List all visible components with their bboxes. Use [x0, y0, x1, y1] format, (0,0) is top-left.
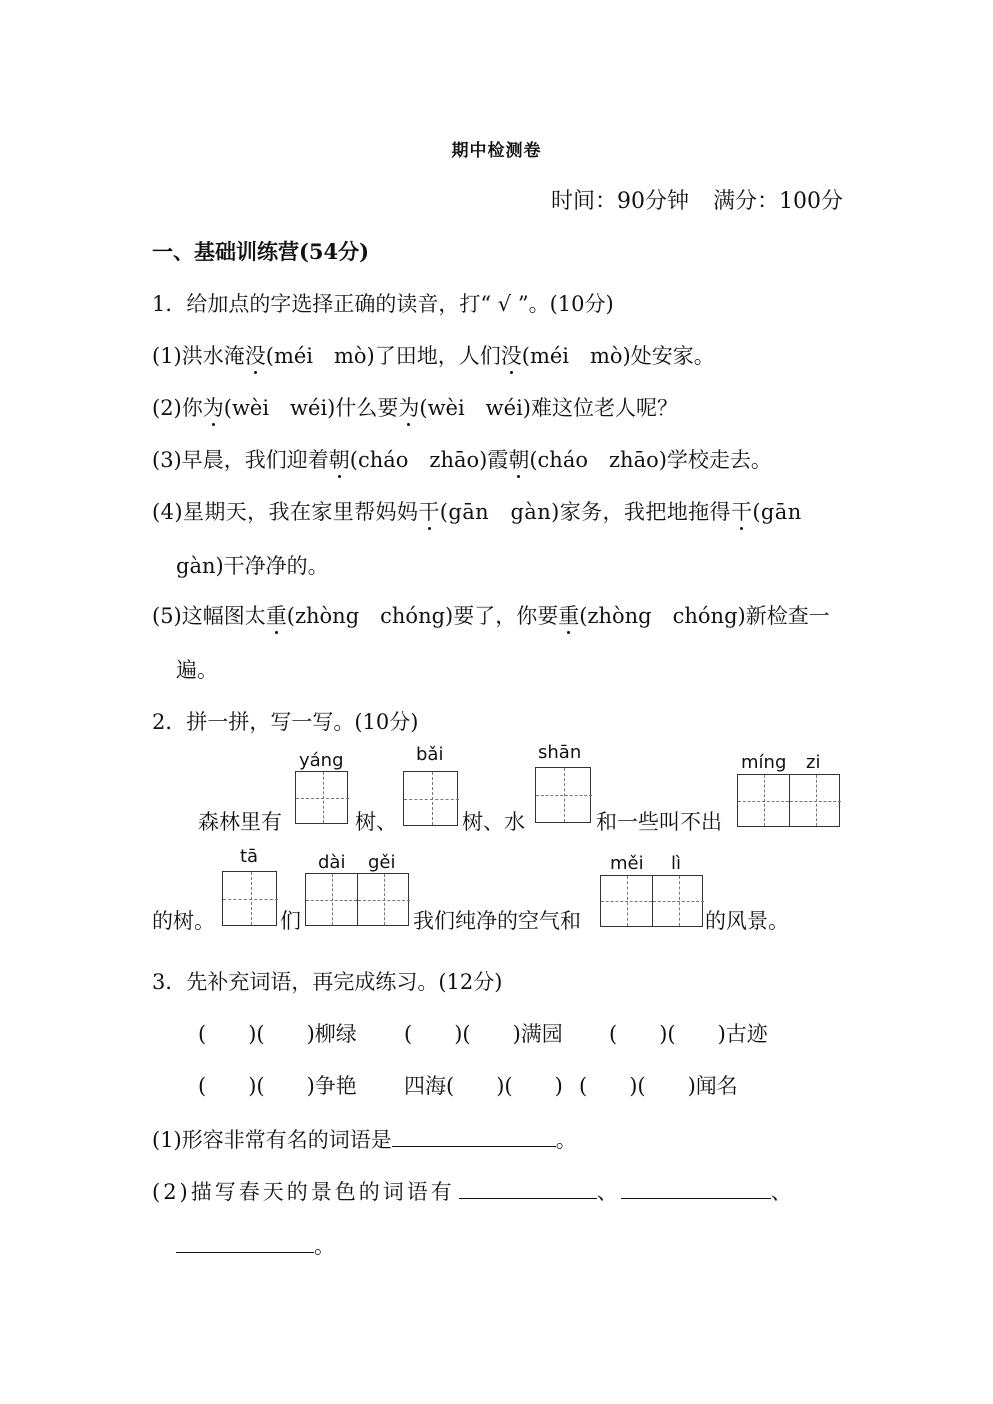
- answer-line-3[interactable]: [621, 1178, 771, 1199]
- pinyin-li: lì: [671, 853, 682, 874]
- idiom-blank-1: ( )( )柳绿: [198, 1022, 357, 1046]
- q2-row1-text-2: 树、: [355, 810, 397, 834]
- answer-line-4[interactable]: [176, 1232, 314, 1253]
- time-limit: 时间：90分钟: [551, 189, 689, 214]
- writing-grid-bai[interactable]: [403, 771, 458, 826]
- question-1-heading: 1．给加点的字选择正确的读音，打“ √ ”。(10分): [152, 292, 614, 316]
- pinyin-ming: míng: [741, 752, 787, 773]
- q1-item-4-cont: gàn)干净净的。: [176, 554, 329, 578]
- pinyin-yang: yáng: [299, 750, 344, 771]
- q2-row2-text-4: 的风景。: [705, 909, 789, 933]
- idiom-blank-2: ( )( )满园: [404, 1022, 563, 1046]
- writing-grid-mingzi[interactable]: [737, 774, 840, 827]
- q1-item-3: (3)早晨，我们迎着朝(cháo zhāo)霞朝(cháo zhāo)学校走去。: [152, 448, 772, 472]
- writing-grid-yang[interactable]: [295, 771, 348, 824]
- idiom-blank-6: ( )( )闻名: [579, 1074, 738, 1098]
- q2-row2-text-1: 的树。: [152, 909, 215, 933]
- writing-grid-shan[interactable]: [535, 767, 591, 823]
- question-2-heading: 2．拼一拼，写一写。(10分): [152, 710, 419, 734]
- q3-sub-2: (2)描写春天的景色的词语有 、 、: [152, 1180, 795, 1204]
- q3-sub-2-cont: 。: [176, 1230, 335, 1260]
- idiom-blank-3: ( )( )古迹: [609, 1022, 768, 1046]
- pinyin-bai: bǎi: [416, 744, 444, 765]
- exam-meta: [527, 184, 843, 215]
- q2-row1-text-3: 树、水: [462, 810, 525, 834]
- idiom-blank-5: 四海( )( ): [404, 1074, 563, 1098]
- answer-line-1[interactable]: [392, 1126, 556, 1147]
- q2-row2-text-3: 我们纯净的空气和: [413, 909, 581, 933]
- pinyin-mei: měi: [610, 853, 644, 874]
- q2-row2-text-2: 们: [280, 909, 301, 933]
- q1-item-5: (5)这幅图太重(zhòng chóng)要了，你要重(zhòng chóng)新检查一: [152, 604, 830, 628]
- pinyin-ta: tā: [240, 846, 259, 867]
- q2-row1-text-4: 和一些叫不出: [596, 810, 722, 834]
- q1-item-5-cont: 遍。: [176, 658, 218, 682]
- exam-title: 期中检测卷: [451, 141, 542, 161]
- section-heading: 一、基础训练营(54分): [152, 239, 370, 264]
- q1-item-1: (1)洪水淹没(méi mò)了田地，人们没(méi mò)处安家。: [152, 344, 715, 368]
- pinyin-zi: zi: [806, 752, 821, 773]
- question-3-heading: 3．先补充词语，再完成练习。(12分): [152, 970, 503, 994]
- full-score: 满分：100分: [713, 189, 843, 214]
- q2-row1-text-1: 森林里有: [198, 810, 282, 834]
- pinyin-gei: gěi: [368, 852, 396, 873]
- idiom-blank-4: ( )( )争艳: [198, 1074, 357, 1098]
- answer-line-2[interactable]: [459, 1178, 597, 1199]
- pinyin-shan: shān: [538, 742, 582, 763]
- writing-grid-daigei[interactable]: [305, 873, 409, 926]
- writing-grid-ta[interactable]: [222, 871, 277, 926]
- q1-item-4: (4)星期天，我在家里帮妈妈干(gān gàn)家务，我把地拖得干(gān: [152, 500, 802, 524]
- pinyin-dai: dài: [318, 852, 346, 873]
- writing-grid-meili[interactable]: [600, 875, 703, 927]
- q1-item-2: (2)你为(wèi wéi)什么要为(wèi wéi)难这位老人呢？: [152, 396, 678, 420]
- q3-sub-1: (1)形容非常有名的词语是 。: [152, 1128, 577, 1152]
